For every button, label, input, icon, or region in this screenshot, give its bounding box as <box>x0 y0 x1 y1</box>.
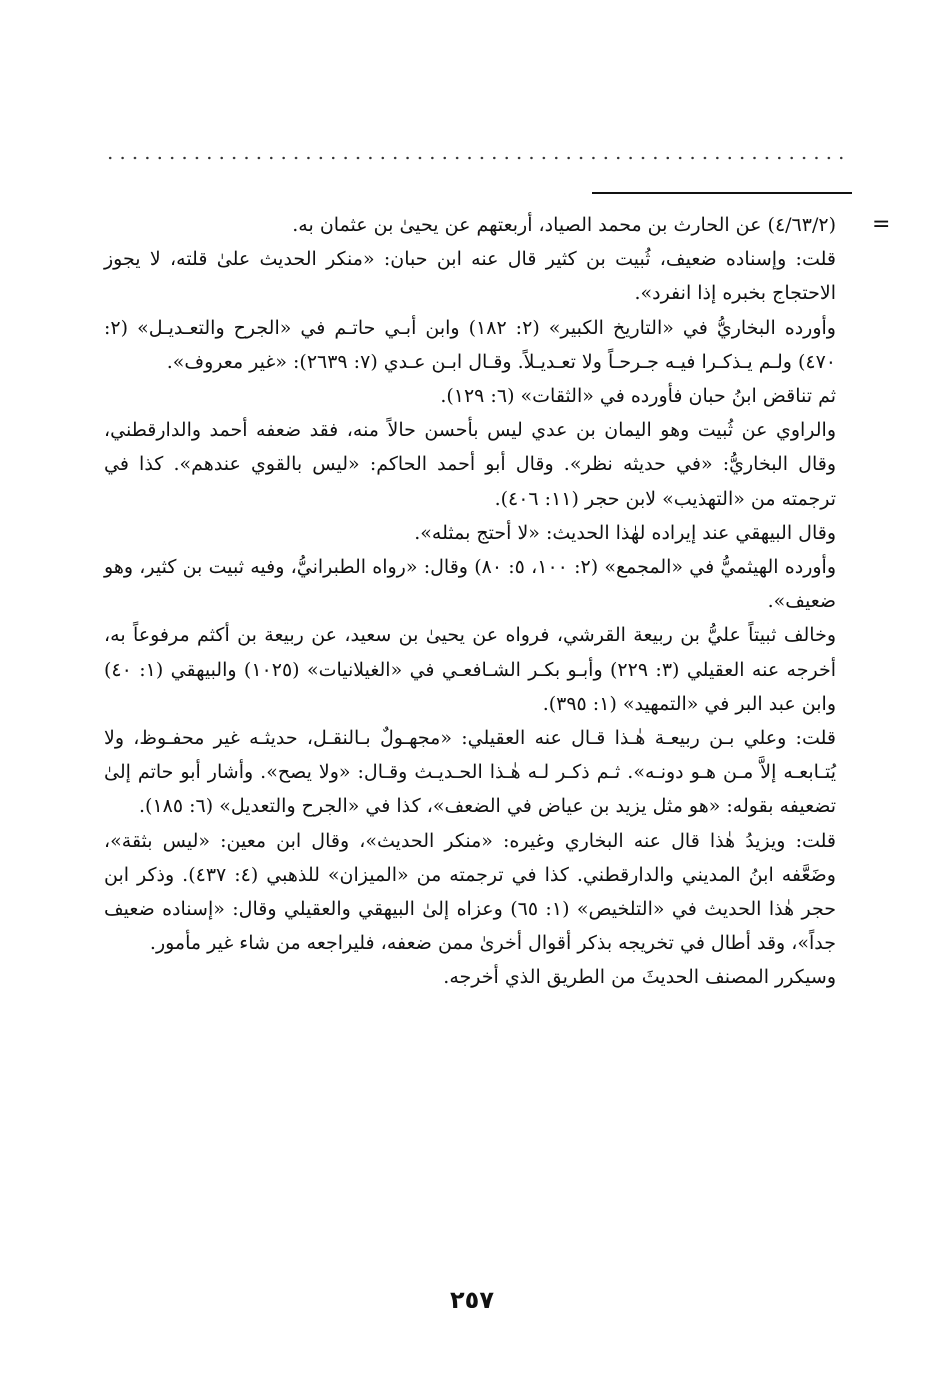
continuation-mark: = <box>872 212 891 237</box>
footnote-text <box>104 208 836 995</box>
paragraph: ثم تناقض ابنُ حبان فأورده في «الثقات» (٦: ١٢٩). <box>440 385 836 408</box>
dotted-separator <box>104 155 852 161</box>
page-number: ٢٥٧ <box>450 1286 494 1314</box>
paragraph: قلت: وإسناده ضعيف، ثُبيت بن كثير قال عنه ابن حبان: «منكر الحديث علىٰ قلته، لا يجوز الاحتجاج بخبره إذا انفرد». <box>104 248 836 305</box>
paragraph: وقال البيهقي عند إيراده لهٰذا الحديث: «لا أحتج بمثله». <box>414 521 836 544</box>
paragraph: قلت: وعلي بـن ربيعـة هٰـذا قـال عنه العقيلي: «مجهـولٌ بـالنقـل، حديثـه غير محفـوظ، ولا يُتـابعـه إلاَّ مـن هـو دونـه». ثـم ذكـر لـه هٰـذا الحـديـث وقـال: «ولا يصح». وأشار أبو حاتم إلىٰ تضعيفه بقوله: «هو مثل يزيد بن عياض في الضعف»، كذا في «الجرح والتعديل» (٦: ١٨٥). <box>104 727 836 818</box>
paragraph: وسيكرر المصنف الحديثَ من الطريق الذي أخرجه. <box>443 966 836 989</box>
paragraph: وأورده البخاريُّ في «التاريخ الكبير» (٢: ١٨٢) وابن أبـي حاتـم في «الجرح والتعـديـل» (٢: ٤٧٠) ولـم يـذكـرا فيـه جـرحـاً ولا تعـديـلاً. وقـال ابـن عـدي (٧: ٢٦٣٩): «غير معروف». <box>104 316 836 373</box>
paragraph: قلت: ويزيدُ هٰذا قال عنه البخاري وغيره: «منكر الحديث»، وقال ابن معين: «ليس بثقة»، وضَعَّفه ابنُ المديني والدارقطني. كذا في ترجمته من «الميزان» للذهبي (٤: ٤٣٧). وذكر ابن حجر هٰذا الحديث في «التلخيص» (١: ٦٥) وعزاه إلىٰ البيهقي والعقيلي وقال: «إسناده ضعيف جداً»، وقد أطال في تخريجه بذكر أقوال أخرىٰ ممن ضعفه، فليراجعه من شاء غير مأمور. <box>104 829 836 955</box>
paragraph: وأورده الهيثميُّ في «المجمع» (٢: ١٠٠، ٥: ٨٠) وقال: «رواه الطبرانيُّ، وفيه ثبيت بن كثير، وهو ضعيف». <box>104 556 836 613</box>
paragraph: والراوي عن ثُبيت وهو اليمان بن عدي ليس بأحسن حالاً منه، فقد ضعفه أحمد والدارقطني، وقال البخاريُّ: «في حديثه نظر». وقال أبو أحمد الحاكم: «ليس بالقوي عندهم». كذا في ترجمته من «التهذيب» لابن حجر (١١: ٤٠٦). <box>104 419 836 510</box>
paragraph: وخالف ثبيتاً عليُّ بن ربيعة القرشي، فرواه عن يحيىٰ بن سعيد، عن ربيعة بن أكثم مرفوعاً به، أخرجه عنه العقيلي (٣: ٢٢٩) وأبـو بكـر الشـافعـي في «الغيلانيات» (١٠٢٥) والبيهقي (١: ٤٠) وابن عبد البر في «التمهيد» (١: ٣٩٥). <box>104 624 836 715</box>
paragraph: (٤/٦٣/٢) عن الحارث بن محمد الصياد، أربعتهم عن يحيىٰ بن عثمان به. <box>292 214 836 236</box>
footnote-rule <box>592 192 852 194</box>
